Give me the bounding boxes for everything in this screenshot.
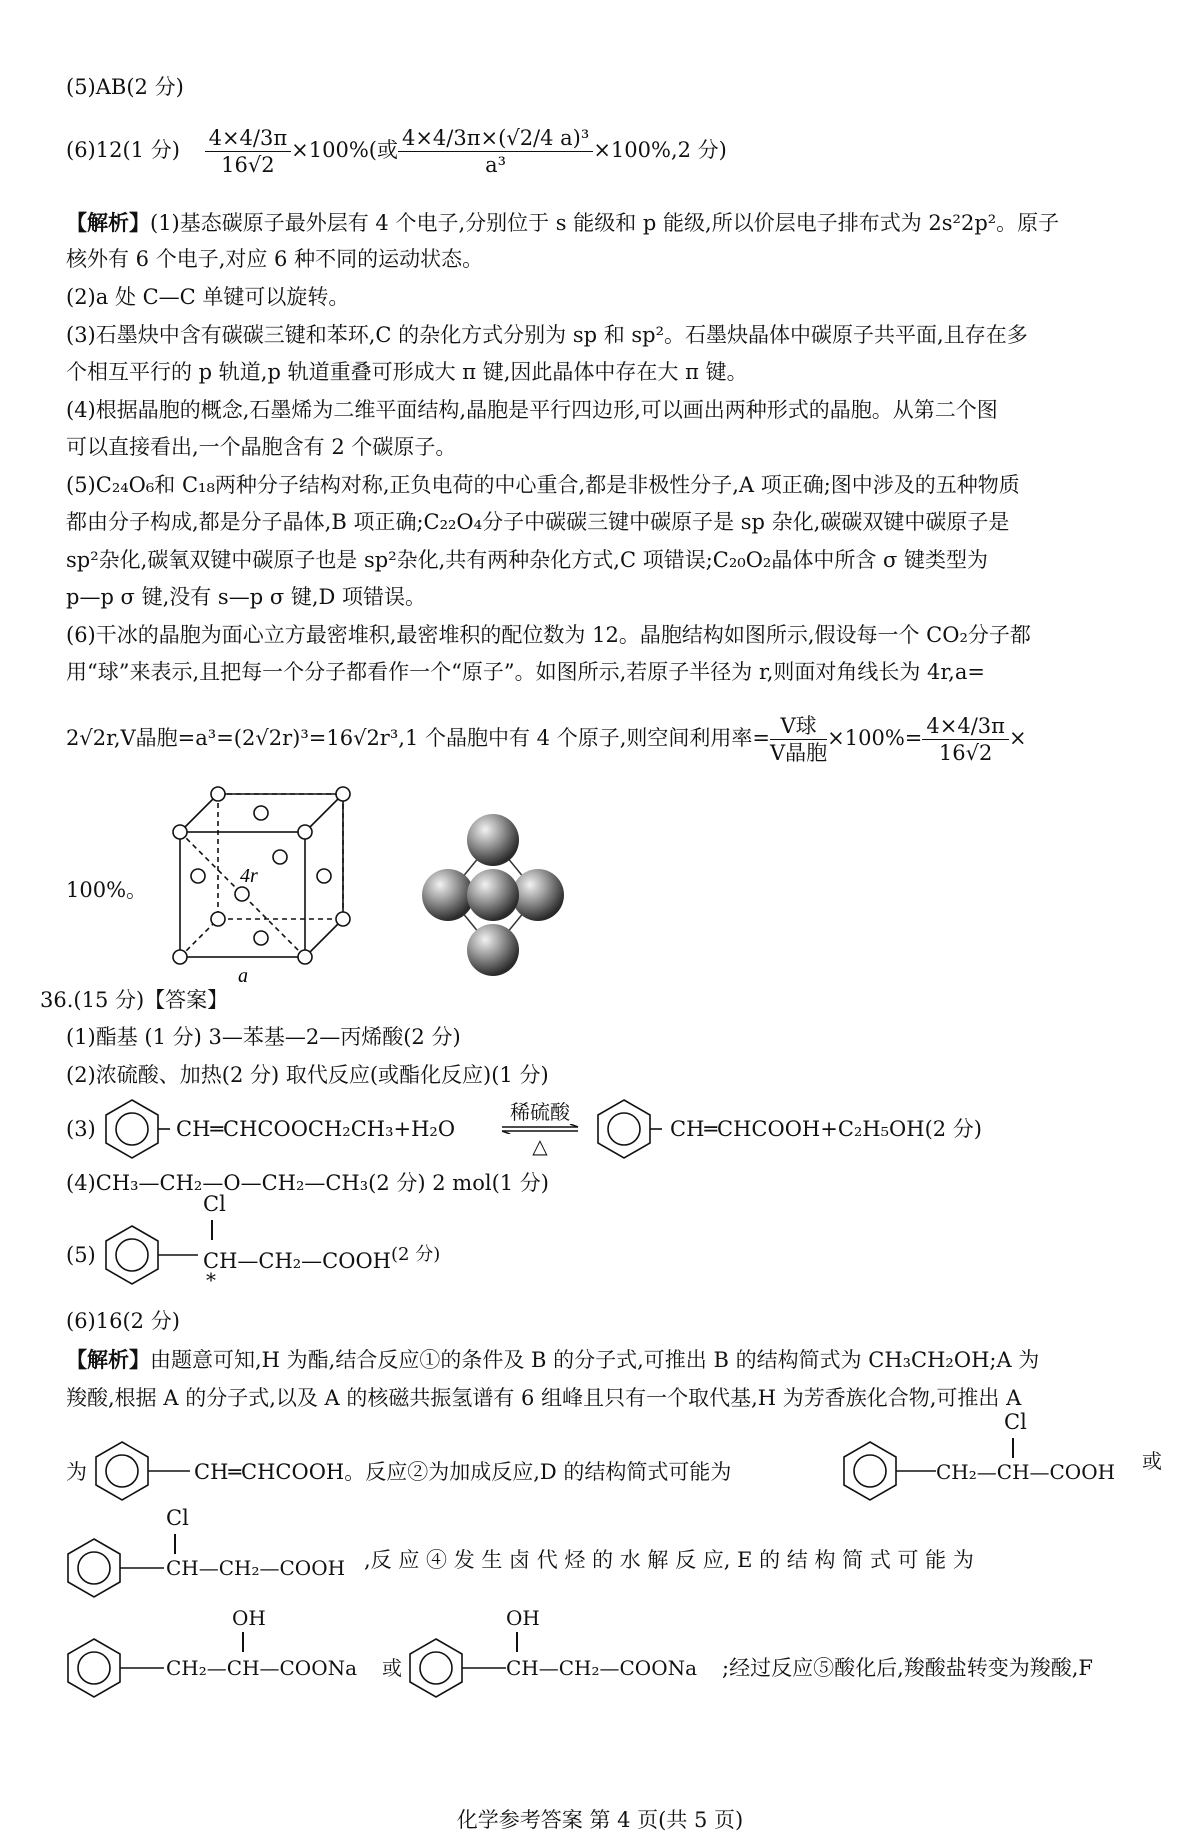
- analysis-35-p5c: sp²杂化,碳氧双键中碳原子也是 sp²杂化,共有两种杂化方式,C 项错误;C₂₀O₂晶体中所含 σ 键类型为: [66, 548, 989, 572]
- q36-answer-5-star: *: [206, 1268, 216, 1292]
- analysis-36-line1: 【解析】由题意可知,H 为酯,结合反应①的条件及 B 的分子式,可推出 B 的结构简式为 CH₃CH₂OH;A 为: [66, 1347, 1040, 1372]
- analysis-36-line5-e1: CH₂—CH—COONa: [166, 1656, 358, 1680]
- analysis-35-p5a: (5)C₂₄O₆和 C₁₈两种分子结构对称,正负电荷的中心重合,都是非极性分子,A 项正确;图中涉及的五种物质: [66, 473, 1020, 497]
- benzene-ring-icon: [100, 1098, 170, 1160]
- analysis-35-p4a: (4)根据晶胞的概念,石墨烯为二维平面结构,晶胞是平行四边形,可以画出两种形式的晶胞。从第二个图: [66, 398, 998, 422]
- q36-answer-5-chain: CH—CH₂—COOH(2 分): [203, 1244, 441, 1273]
- q36-answer-2: (2)浓硫酸、加热(2 分) 取代反应(或酯化反应)(1 分): [66, 1063, 549, 1087]
- analysis-35-p6a: (6)干冰的晶胞为面心立方最密堆积,最密堆积的配位数为 12。晶胞结构如图所示,假设每一个 CO₂分子都: [66, 623, 1031, 647]
- analysis-36-line3-cl: Cl: [1004, 1410, 1027, 1434]
- analysis-35-p4b: 可以直接看出,一个晶胞含有 2 个碳原子。: [66, 435, 457, 459]
- reversible-arrow-icon: [500, 1124, 580, 1134]
- analysis-36-line3-or: 或: [1142, 1449, 1162, 1473]
- label-a: a: [238, 965, 248, 987]
- analysis-36-line3-d1: CH₂—CH—COOH: [936, 1460, 1116, 1484]
- fraction-fill-ratio-alt: $\frac{\text{4×4/3π×(√2/4 a)³}}{\text{a³}}$: [398, 125, 593, 178]
- benzene-ring-icon: [404, 1637, 512, 1699]
- analysis-35-p3b: 个相互平行的 p 轨道,p 轨道重叠可形成大 π 键,因此晶体中存在大 π 键。: [66, 360, 748, 384]
- q36-answer-5-cl: Cl: [203, 1192, 226, 1216]
- q36-header: 36.(15 分)【答案】: [40, 988, 229, 1012]
- bond-line: [211, 1220, 213, 1240]
- analysis-36-line5-oh2: OH: [506, 1606, 540, 1630]
- analysis-36-line5-oh1: OH: [232, 1606, 266, 1630]
- q36-answer-4: (4)CH₃—CH₂—O—CH₂—CH₃(2 分) 2 mol(1 分): [66, 1171, 549, 1195]
- bond-line: [242, 1632, 244, 1652]
- analysis-35-p6c: 2√2r,V晶胞=a³=(2√2r)³=16√2r³,1 个晶胞中有 4 个原子,则空间利用率= $\frac{\text{V球}}{\text{V晶胞}}$ ×100%= $\frac{4\times 4/3\pi}{16√2}$ ×: [66, 714, 1027, 765]
- benzene-ring-icon: [62, 1637, 170, 1699]
- analysis-35-p1b: 核外有 6 个电子,对应 6 种不同的运动状态。: [66, 247, 484, 271]
- q36-answer-3-left: CH═CHCOOCH₂CH₃+H₂O: [176, 1117, 456, 1141]
- analysis-36-line5-or: 或: [382, 1656, 402, 1680]
- label-4r: 4r: [240, 865, 258, 887]
- reaction-condition: 稀硫酸 △: [500, 1100, 580, 1158]
- q36-answer-3-right: CH═CHCOOH+C₂H₅OH(2 分): [670, 1117, 982, 1141]
- analysis-36-line4-cl: Cl: [166, 1506, 189, 1530]
- bond-line: [516, 1632, 518, 1652]
- analysis-36-line5-e2: CH—CH₂—COONa: [506, 1656, 698, 1680]
- analysis-36-line4-text: ,反 应 ④ 发 生 卤 代 烃 的 水 解 反 应, E 的 结 构 简 式 可 能 为: [364, 1548, 974, 1572]
- analysis-35-p2: (2)a 处 C—C 单键可以旋转。: [66, 285, 350, 309]
- analysis-36-line3-prefix: 为: [66, 1460, 87, 1484]
- q36-answer-3-label: (3): [66, 1117, 96, 1141]
- analysis-36-line2: 羧酸,根据 A 的分子式,以及 A 的核磁共振氢谱有 6 组峰且只有一个取代基,H 为芳香族化合物,可推出 A: [66, 1386, 1022, 1410]
- fraction-volume-ratio: $\frac{\text{V球}}{\text{V晶胞}}$: [769, 714, 828, 765]
- analysis-36-line5-text: ;经过反应⑤酸化后,羧酸盐转变为羧酸,F: [722, 1656, 1093, 1680]
- analysis-35-p6d: 100%。: [66, 878, 148, 902]
- analysis-35-p5d: p—p σ 键,没有 s—p σ 键,D 项错误。: [66, 585, 427, 609]
- analysis-35-p1a: 【解析】(1)基态碳原子最外层有 4 个电子,分别位于 s 能级和 p 能级,所以价层电子排布式为 2s²2p²。原子: [66, 210, 1060, 235]
- benzene-ring-icon: [62, 1537, 170, 1599]
- analysis-35-p5b: 都由分子构成,都是分子晶体,B 项正确;C₂₂O₄分子中碳碳三键中碳原子是 sp 杂化,碳碳双键中碳原子是: [66, 510, 1010, 534]
- benzene-ring-icon: [592, 1098, 662, 1160]
- analysis-35-p3a: (3)石墨炔中含有碳碳三键和苯环,C 的杂化方式分别为 sp 和 sp²。石墨炔晶体中碳原子共平面,且存在多: [66, 323, 1028, 347]
- analysis-36-line3-text: CH═CHCOOH。反应②为加成反应,D 的结构简式可能为: [194, 1460, 732, 1484]
- q36-answer-6: (6)16(2 分): [66, 1309, 180, 1333]
- fcc-unit-cell-figure: [170, 782, 370, 992]
- benzene-ring-icon: [90, 1440, 200, 1502]
- bond-line: [174, 1534, 176, 1554]
- fraction-fill-ratio: $\frac{4\times 4/3\pi}{16√2}$: [205, 125, 292, 178]
- fraction-fill-ratio-2: $\frac{4\times 4/3\pi}{16√2}$: [922, 713, 1009, 766]
- q36-answer-5-label: (5): [66, 1243, 96, 1267]
- analysis-35-p6b: 用“球”来表示,且把每一个分子都看作一个“原子”。如图所示,若原子半径为 r,则面对角线长为 4r,a=: [66, 660, 985, 684]
- answer-35-6: (6)12(1 分) $\frac{4\times 4/3\pi}{16√2}$ ×100%(或 $\frac{\text{4×4/3π×(√2/4 a)³}}{\text{a³}}$ ×100%,2 分): [66, 126, 727, 177]
- bond-line: [1012, 1438, 1014, 1458]
- analysis-36-line4-d2: CH—CH₂—COOH: [166, 1556, 346, 1580]
- benzene-ring-icon: [838, 1440, 942, 1502]
- page-footer: 化学参考答案 第 4 页(共 5 页): [456, 1808, 744, 1832]
- answer-35-5: (5)AB(2 分): [66, 75, 184, 99]
- q36-answer-1: (1)酯基 (1 分) 3—苯基—2—丙烯酸(2 分): [66, 1025, 461, 1049]
- benzene-ring-icon: [100, 1224, 210, 1286]
- sphere-packing-figure: [418, 810, 568, 980]
